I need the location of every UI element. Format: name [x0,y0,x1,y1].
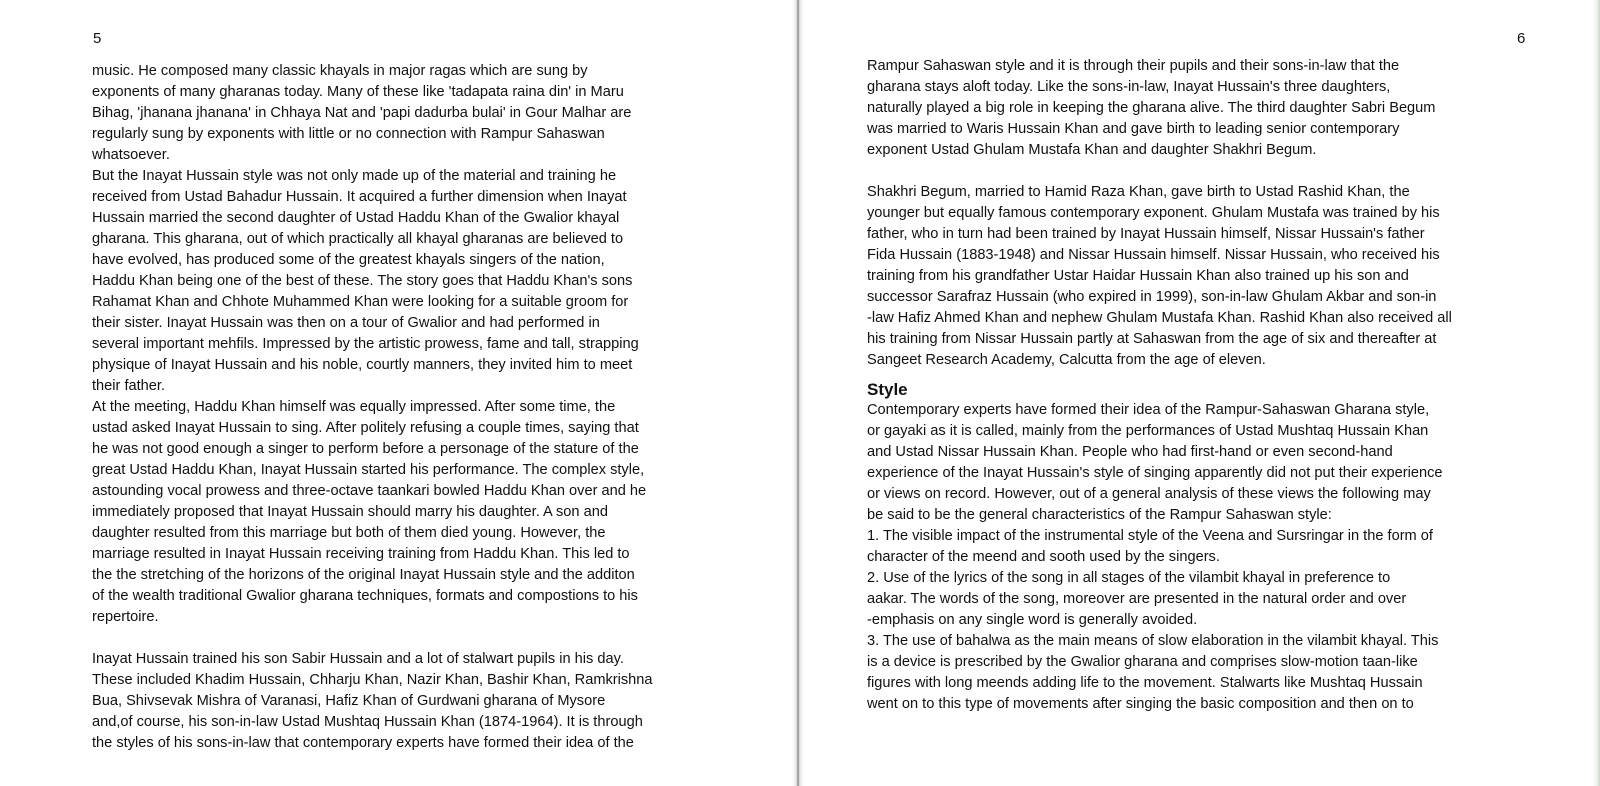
text-line: -emphasis on any single word is generally avoided. [867,612,1198,628]
text-line: At the meeting, Haddu Khan himself was equally impressed. After some time, the [92,399,616,415]
right-page-body [867,56,1452,715]
text-line: the the stretching of the horizons of the original Inayat Hussain style and the additon [92,567,635,583]
text-line: immediately proposed that Inayat Hussain should marry his daughter. A son and [92,504,608,520]
text-line: regularly sung by exponents with little or no connection with Rampur Sahaswan [92,126,605,142]
text-line: naturally played a big role in keeping the gharana alive. The third daughter Sabri Begum [867,100,1436,116]
paragraph-gap [92,628,653,649]
paragraph-gap [867,161,1452,182]
right-page-text-before-heading [867,56,1452,371]
text-line: Rahamat Khan and Chhote Muhammed Khan were looking for a suitable groom for [92,294,629,310]
text-line: character of the meend and sooth used by the singers. [867,549,1220,565]
text-line: or gayaki as it is called, mainly from the performances of Ustad Mushtaq Hussain Khan [867,423,1429,439]
text-line: have evolved, has produced some of the greatest khayals singers of the nation, [92,252,605,268]
text-line: Bua, Shivsevak Mishra of Varanasi, Hafiz Khan of Gurdwani gharana of Mysore [92,693,606,709]
text-line: whatsoever. [92,147,170,163]
text-line: Inayat Hussain trained his son Sabir Hussain and a lot of stalwart pupils in his day. [92,651,624,667]
section-heading-style: Style [867,380,908,399]
text-line: marriage resulted in Inayat Hussain receiving training from Haddu Khan. This led to [92,546,630,562]
text-line: their father. [92,378,166,394]
text-line: Contemporary experts have formed their idea of the Rampur-Sahaswan Gharana style, [867,402,1430,418]
right-page-text-after-heading [867,400,1452,715]
text-line: experience of the Inayat Hussain's style of singing apparently did not put their experience [867,465,1443,481]
text-line: But the Inayat Hussain style was not only made up of the material and training he [92,168,617,184]
text-line: Hussain married the second daughter of Ustad Haddu Khan of the Gwalior khayal [92,210,620,226]
text-line: and,of course, his son-in-law Ustad Mushtaq Hussain Khan (1874-1964). It is through [92,714,643,730]
text-line: he was not good enough a singer to perform before a personage of the stature of the [92,441,639,457]
text-line: exponent Ustad Ghulam Mustafa Khan and daughter Shakhri Begum. [867,142,1317,158]
text-line: received from Ustad Bahadur Hussain. It acquired a further dimension when Inayat [92,189,627,205]
text-line: aakar. The words of the song, moreover are presented in the natural order and over [867,591,1407,607]
text-line: younger but equally famous contemporary exponent. Ghulam Mustafa was trained by his [867,205,1440,221]
text-line: the styles of his sons-in-law that contemporary experts have formed their idea of the [92,735,634,751]
text-line: Shakhri Begum, married to Hamid Raza Khan, gave birth to Ustad Rashid Khan, the [867,184,1410,200]
text-line: Haddu Khan being one of the best of these. The story goes that Haddu Khan's sons [92,273,633,289]
text-line: and Ustad Nissar Hussain Khan. People who had first-hand or even second-hand [867,444,1393,460]
left-page [0,0,792,786]
text-line: went on to this type of movements after singing the basic composition and then on to [867,696,1414,712]
text-line: father, who in turn had been trained by Inayat Hussain himself, Nissar Hussain's father [867,226,1425,242]
book-gutter [792,0,804,786]
text-line: several important mehfils. Impressed by the artistic prowess, fame and tall, strapping [92,336,639,352]
text-line: -law Hafiz Ahmed Khan and nephew Ghulam Mustafa Khan. Rashid Khan also received all [867,310,1452,326]
text-line: training from his grandfather Ustar Haidar Hussain Khan also trained up his son and [867,268,1409,284]
left-page-body [92,61,653,754]
text-line: Bihag, 'jhanana jhanana' in Chhaya Nat and 'papi dadurba bulai' in Gour Malhar are [92,105,632,121]
text-line: ustad asked Inayat Hussain to sing. After politely refusing a couple times, saying that [92,420,639,436]
text-line: Rampur Sahaswan style and it is through their pupils and their sons-in-law that the [867,58,1400,74]
text-line: be said to be the general characteristics of the Rampur Sahaswan style: [867,507,1332,523]
text-line: gharana. This gharana, out of which practically all khayal gharanas are believed to [92,231,624,247]
text-line: was married to Waris Hussain Khan and gave birth to leading senior contemporary [867,121,1400,137]
text-line: These included Khadim Hussain, Chharju Khan, Nazir Khan, Bashir Khan, Ramkrishna [92,672,653,688]
page-number-right: 6 [1517,30,1526,47]
text-line: his training from Nissar Hussain partly at Sahaswan from the age of six and thereafter at [867,331,1437,347]
text-line: figures with long meends adding life to the movement. Stalwarts like Mushtaq Hussain [867,675,1423,691]
text-line: 1. The visible impact of the instrumental style of the Veena and Sursringar in the form of [867,528,1433,544]
text-line: Sangeet Research Academy, Calcutta from the age of eleven. [867,352,1266,368]
text-line: is a device is prescribed by the Gwalior gharana and comprises slow-motion taan-like [867,654,1418,670]
text-line: physique of Inayat Hussain and his noble, courtly manners, they invited him to meet [92,357,633,373]
text-line: exponents of many gharanas today. Many of these like 'tadapata raina din' in Maru [92,84,624,100]
text-line: 2. Use of the lyrics of the song in all stages of the vilambit khayal in preference to [867,570,1391,586]
text-line: 3. The use of bahalwa as the main means of slow elaboration in the vilambit khayal. This [867,633,1439,649]
text-line: successor Sarafraz Hussain (who expired in 1999), son-in-law Ghulam Akbar and son-in [867,289,1437,305]
text-line: great Ustad Haddu Khan, Inayat Hussain started his performance. The complex style, [92,462,645,478]
text-line: repertoire. [92,609,159,625]
text-line: their sister. Inayat Hussain was then on a tour of Gwalior and had performed in [92,315,600,331]
text-line: of the wealth traditional Gwalior gharana techniques, formats and compostions to his [92,588,638,604]
text-line: astounding vocal prowess and three-octave taankari bowled Haddu Khan over and he [92,483,647,499]
page-edge [1592,0,1600,786]
text-line: daughter resulted from this marriage but both of them died young. However, the [92,525,606,541]
text-line: gharana stays aloft today. Like the sons-in-law, Inayat Hussain's three daughters, [867,79,1391,95]
text-line: music. He composed many classic khayals in major ragas which are sung by [92,63,588,79]
text-line: or views on record. However, out of a general analysis of these views the following may [867,486,1431,502]
page-number-left: 5 [93,30,102,47]
text-line: Fida Hussain (1883-1948) and Nissar Hussain himself. Nissar Hussain, who received his [867,247,1440,263]
